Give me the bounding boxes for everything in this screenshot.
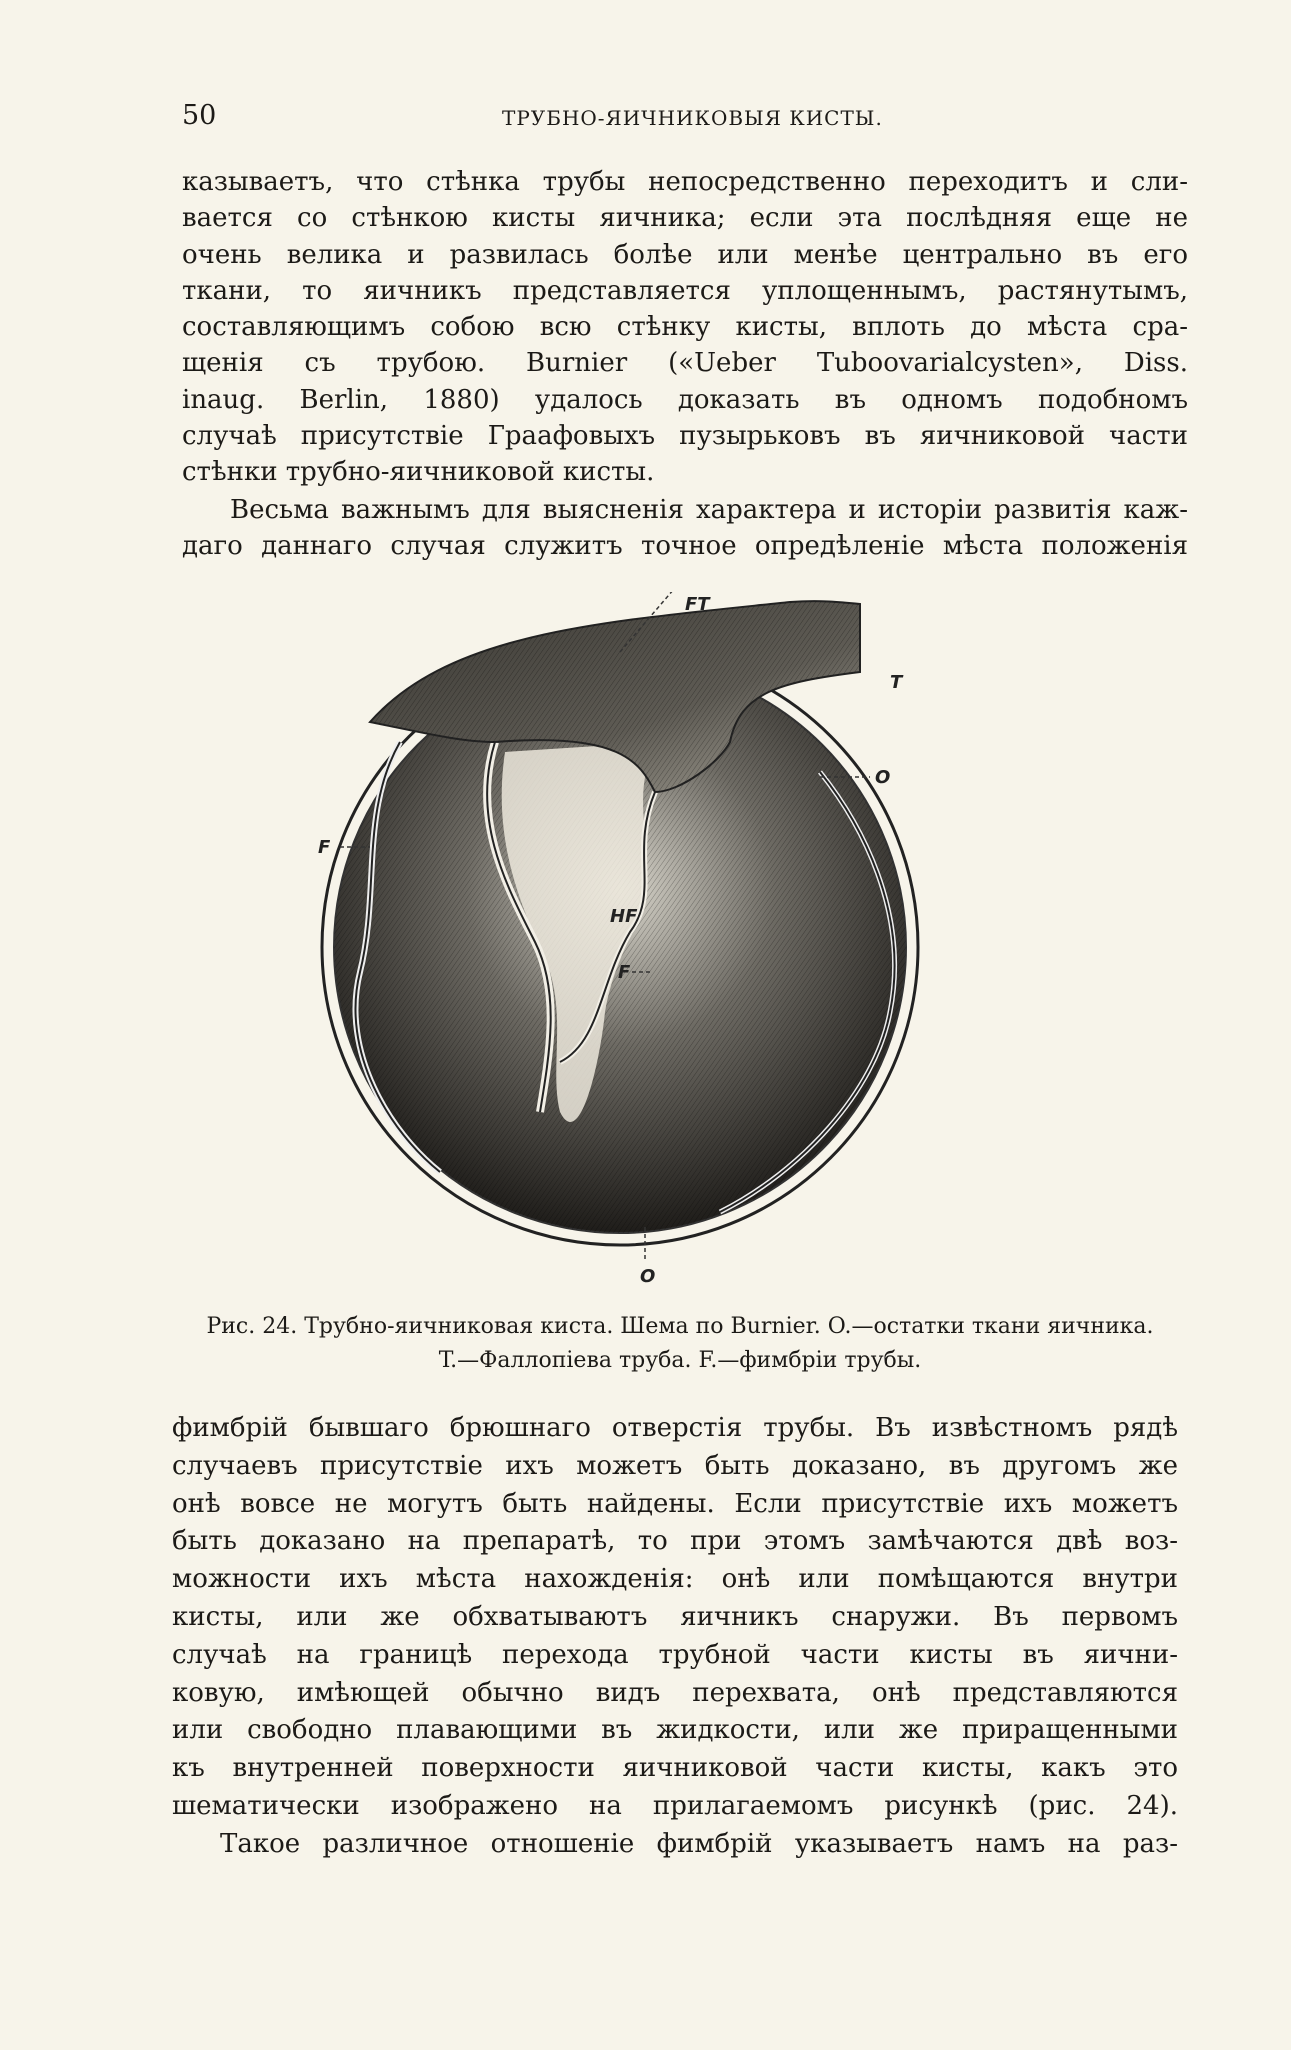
label-o-bottom: O bbox=[640, 1266, 656, 1287]
label-hf: HF bbox=[610, 906, 638, 927]
text-line: даго даннаго случая служитъ точное опредѣленіе мѣста положенія bbox=[182, 531, 1188, 562]
label-o-top: O bbox=[875, 767, 891, 788]
caption-line-1: Рис. 24. Трубно-яичниковая киста. Шема по Burnier. O.—остатки ткани яичника. bbox=[206, 1314, 1154, 1339]
text-line: щенія съ трубою. Burnier («Ueber Tuboovarialcysten», Diss. bbox=[182, 348, 1188, 379]
text-line: ткани, то яичникъ представляется уплощеннымъ, растянутымъ, bbox=[182, 275, 1188, 306]
page-number: 50 bbox=[182, 100, 217, 131]
text-line: inaug. Berlin, 1880) удалось доказать въ одномъ подобномъ bbox=[182, 384, 1188, 415]
text-line: кисты, или же обхватываютъ яичникъ снаружи. Въ первомъ bbox=[172, 1601, 1178, 1632]
text-line: къ внутренней поверхности яичниковой части кисты, какъ это bbox=[172, 1753, 1178, 1784]
text-line: очень велика и развилась болѣе или менѣе центрально въ его bbox=[182, 239, 1188, 270]
text-line: случаѣ на границѣ перехода трубной части кисты въ яични- bbox=[172, 1639, 1178, 1670]
text-line: стѣнки трубно-яичниковой кисты. bbox=[182, 457, 655, 488]
text-line: составляющимъ собою всю стѣнку кисты, вплоть до мѣста сра- bbox=[182, 312, 1188, 343]
figure-24-illustration bbox=[300, 592, 1060, 1292]
caption-line-2: T.—Фаллопіева труба. F.—фимбріи трубы. bbox=[438, 1348, 922, 1373]
text-line: вается со стѣнкою кисты яичника; если эта послѣдняя еще не bbox=[182, 203, 1188, 234]
text-line: Весьма важнымъ для выясненія характера и исторіи развитія каж- bbox=[230, 495, 1188, 525]
text-line: фимбрій бывшаго брюшнаго отверстія трубы. Въ извѣстномъ рядѣ bbox=[172, 1413, 1178, 1443]
paragraph-2 bbox=[182, 492, 1188, 565]
page-header bbox=[182, 100, 1182, 140]
text-line: случаѣ присутствіе Граафовыхъ пузырьковъ въ яичниковой части bbox=[182, 421, 1188, 452]
running-title: ТРУБНО-ЯИЧНИКОВЫЯ КИСТЫ. bbox=[502, 106, 883, 130]
label-f-left: F bbox=[318, 837, 331, 858]
cyst-schema-drawing bbox=[300, 592, 1060, 1292]
paragraph-3 bbox=[172, 1410, 1178, 1864]
text-line: можности ихъ мѣста нахожденія: онѣ или помѣщаются внутри bbox=[172, 1564, 1178, 1595]
figure-caption bbox=[170, 1310, 1190, 1378]
text-line: онѣ вовсе не могутъ быть найдены. Если присутствіе ихъ можетъ bbox=[172, 1488, 1178, 1519]
text-line: Такое различное отношеніе фимбрій указываетъ намъ на раз- bbox=[220, 1828, 1178, 1859]
text-line: быть доказано на препаратѣ, то при этомъ замѣчаются двѣ воз- bbox=[172, 1526, 1178, 1557]
label-ft: FT bbox=[685, 594, 710, 615]
label-t: T bbox=[890, 672, 903, 693]
text-line: случаевъ присутствіе ихъ можетъ быть доказано, въ другомъ же bbox=[172, 1450, 1178, 1481]
text-line: или свободно плавающими въ жидкости, или же приращенными bbox=[172, 1715, 1178, 1746]
text-line: казываетъ, что стѣнка трубы непосредственно переходитъ и сли- bbox=[182, 167, 1188, 197]
label-f-inner: F bbox=[618, 962, 631, 983]
text-line: шематически изображено на прилагаемомъ рисункѣ (рис. 24). bbox=[172, 1790, 1178, 1821]
paragraph-1 bbox=[182, 164, 1188, 491]
text-line: ковую, имѣющей обычно видъ перехвата, онѣ представляются bbox=[172, 1677, 1178, 1708]
